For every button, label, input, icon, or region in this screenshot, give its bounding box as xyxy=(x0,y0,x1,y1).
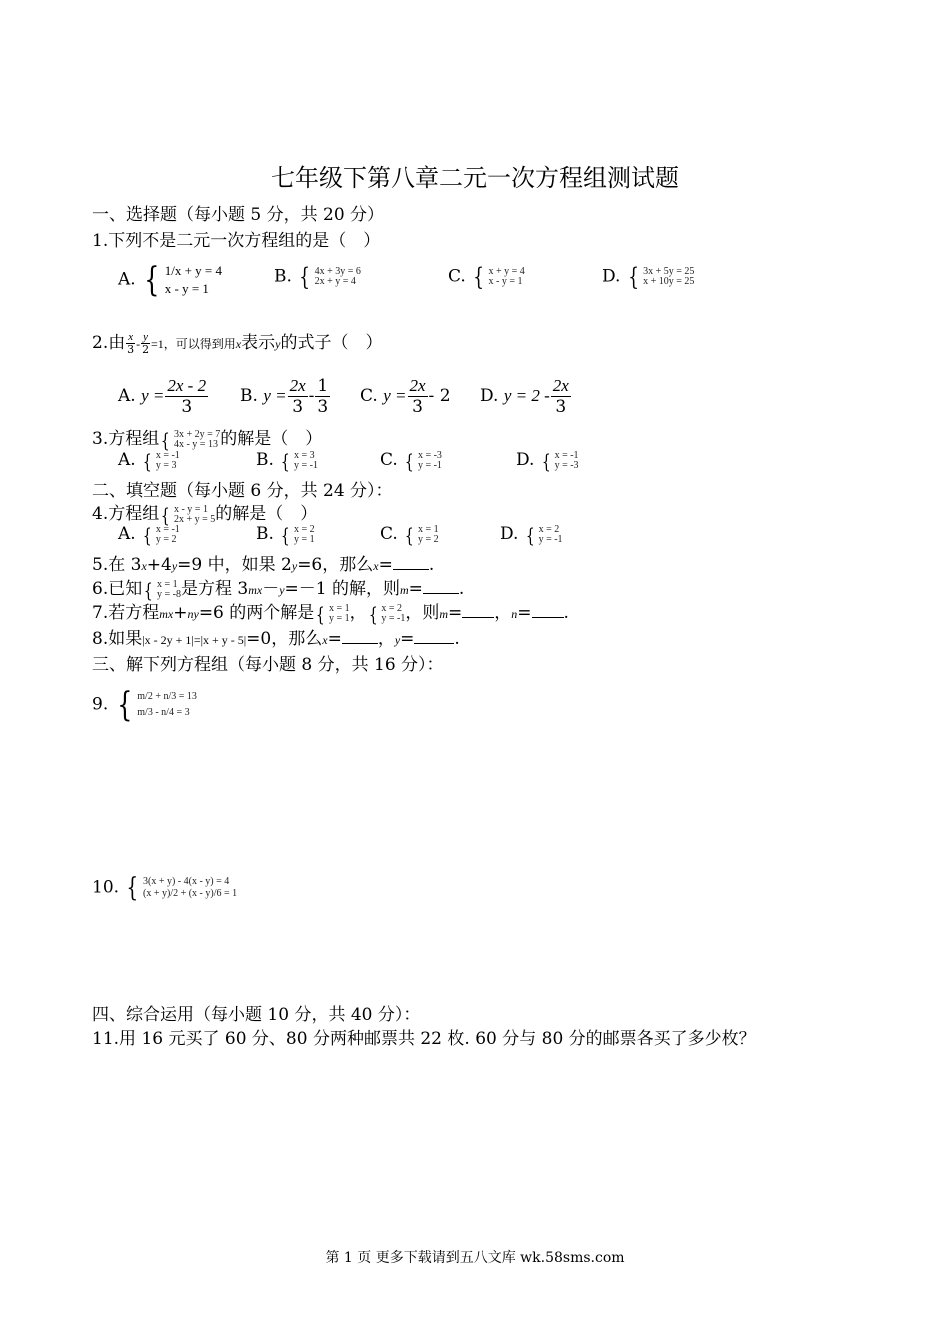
section-1-heading: 一、选择题（每小题 5 分，共 20 分） xyxy=(92,205,385,225)
brace-icon: { xyxy=(299,263,311,291)
q3-option-c: C. { x = -3 y = -1 xyxy=(380,448,442,473)
answer-blank[interactable] xyxy=(414,627,454,644)
q2-option-d: D. y = 2 - $\frac{2x}{3}$ xyxy=(480,376,569,417)
question-6: 6.已知{ x = 1 y = -8 是方程 3mx－y=－1 的解，则m= . xyxy=(92,577,465,602)
section-3-heading: 三、解下列方程组（每小题 8 分，共 16 分）： xyxy=(92,655,444,675)
question-7: 7.若方程mx+ny=6 的两个解是{ x = 1 y = 1 ，{ x = 2 y = -1 ，则m= ，n= . xyxy=(92,601,569,626)
q4-option-a: A. { x = -1 y = 2 xyxy=(118,522,180,547)
answer-blank[interactable] xyxy=(342,627,378,644)
answer-blank[interactable] xyxy=(462,601,494,618)
question-5: 5.在 3x+4y=9 中，如果 2y=6，那么x= . xyxy=(92,555,435,575)
answer-blank[interactable] xyxy=(532,601,564,618)
question-4-stem: 4.方程组{ x - y = 1 2x + y = 5 的解是（ ） xyxy=(92,502,318,527)
section-4-heading: 四、综合运用（每小题 10 分，共 40 分）： xyxy=(92,1005,421,1025)
q3-option-b: B. { x = 3 y = -1 xyxy=(256,448,319,473)
page-title: 七年级下第八章二元一次方程组测试题 xyxy=(271,164,679,192)
q4-option-b: B. { x = 2 y = 1 xyxy=(256,522,315,547)
question-2-stem: 2.由 $\frac{x}{3}$ - $\frac{y}{2}$ =1，可以得到用x表示y的式子（ ） xyxy=(92,331,383,356)
q1-option-b: B. { 4x + 3y = 6 2x + y = 4 xyxy=(274,263,361,291)
brace-icon: { xyxy=(126,873,139,903)
question-11: 11.用 16 元买了 60 分、80 分两种邮票共 22 枚. 60 分与 80 分的邮票各买了多少枚？ xyxy=(92,1029,756,1049)
page-footer: 第 1 页 更多下载请到五八文库 wk.58sms.com xyxy=(325,1250,625,1266)
q1-option-d: D. { 3x + 5y = 25 x + 10y = 25 xyxy=(602,263,695,291)
answer-blank[interactable] xyxy=(423,577,459,594)
question-8: 8.如果|x - 2y + 1|=|x + y - 5|=0，那么x= ，y= . xyxy=(92,629,460,649)
q1-option-a: A. { 1/x + y = 4 x - y = 1 xyxy=(118,260,223,300)
question-10: 10. { 3(x + y) - 4(x - y) = 4 (x + y)/2 + (x - y)/6 = 1 xyxy=(92,873,238,903)
question-3-stem: 3.方程组{ 3x + 2y = 7 4x - y = 13 的解是（ ） xyxy=(92,427,323,452)
q2-option-b: B. y = $\frac{2x}{3}$ - $\frac{1}{3}$ xyxy=(240,376,329,417)
q1-option-c: C. { x + y = 4 x - y = 1 xyxy=(448,263,525,291)
q3-option-d: D. { x = -1 y = -3 xyxy=(516,448,579,473)
brace-icon: { xyxy=(473,263,485,291)
q4-option-c: C. { x = 1 y = 2 xyxy=(380,522,439,547)
question-1-stem: 1.下列不是二元一次方程组的是（ ） xyxy=(92,231,381,251)
q3-option-a: A. { x = -1 y = 3 xyxy=(118,448,180,473)
answer-blank[interactable] xyxy=(393,553,429,570)
q4-option-d: D. { x = 2 y = -1 xyxy=(500,522,563,547)
question-9: 9. { m/2 + n/3 = 13 m/3 - n/4 = 3 xyxy=(92,685,197,725)
q2-option-a: A. y = $\frac{2x - 2}{3}$ xyxy=(118,376,207,417)
brace-icon: { xyxy=(628,263,639,291)
brace-icon: { xyxy=(144,260,160,300)
brace-icon: { xyxy=(116,685,133,725)
q2-option-c: C. y = $\frac{2x}{3}$ - 2 xyxy=(360,376,451,417)
section-2-heading: 二、填空题（每小题 6 分，共 24 分）： xyxy=(92,481,393,501)
